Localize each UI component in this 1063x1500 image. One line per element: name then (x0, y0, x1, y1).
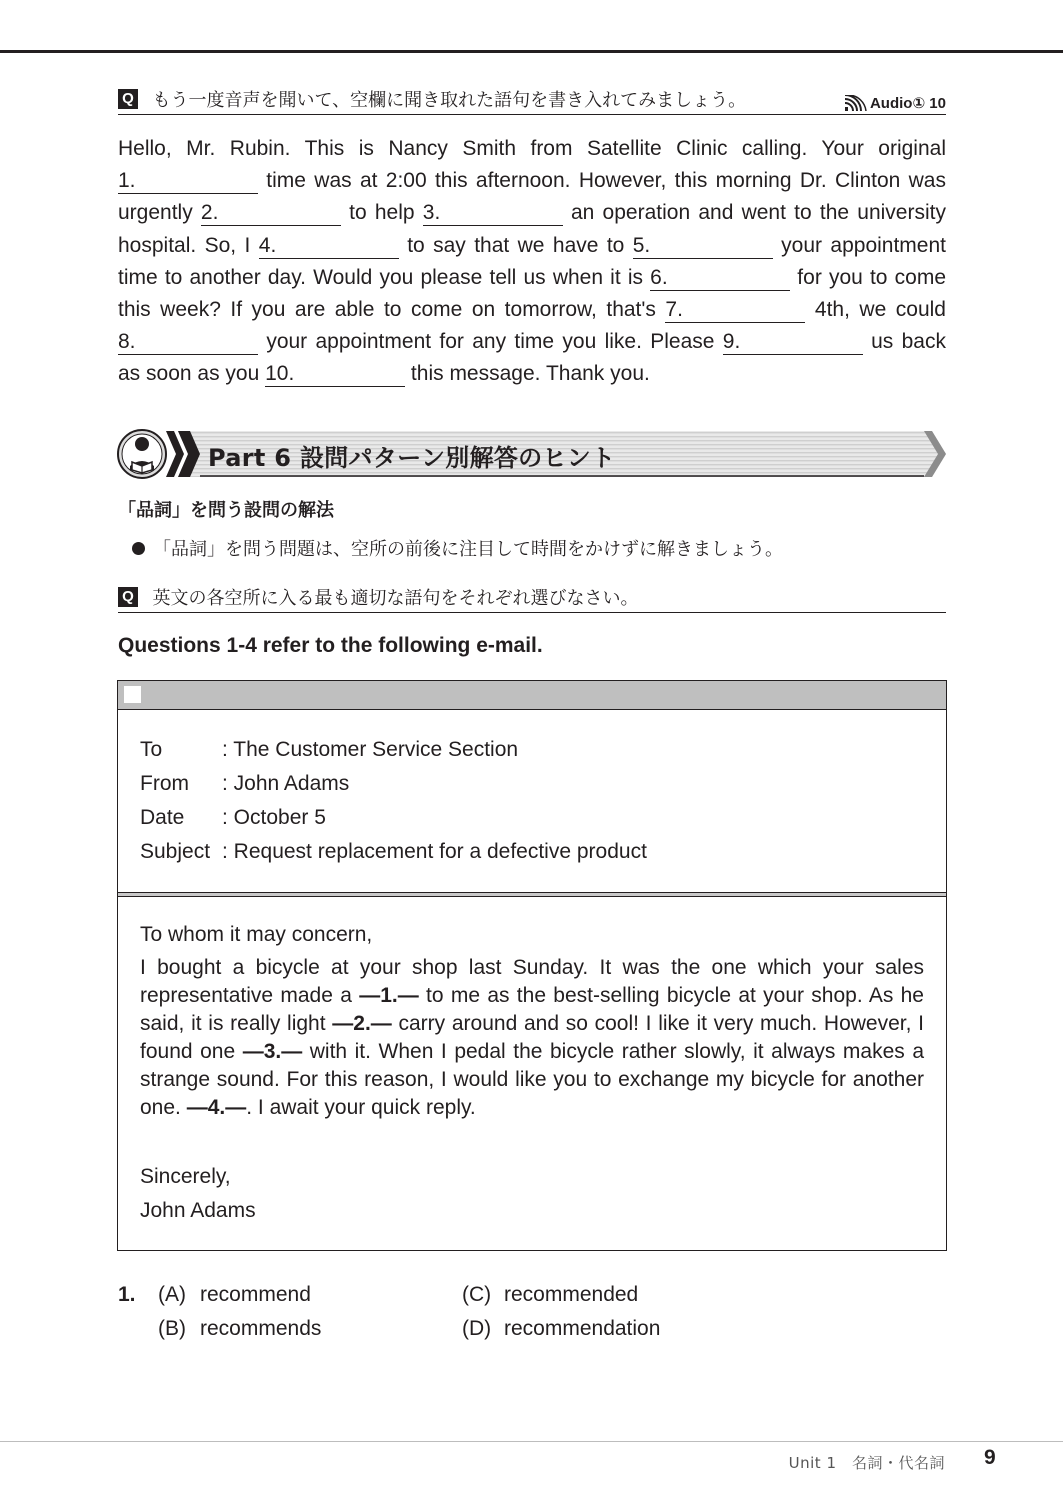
question-gap: —1.— (359, 984, 419, 1007)
footer-rule (0, 1441, 1063, 1442)
answer-blank[interactable] (118, 330, 258, 355)
email-text: I bought a bicycle at your shop last Sunday. It was the one which your sales representative made a (140, 956, 924, 1007)
part6-banner (116, 428, 948, 480)
question-gap: —4.— (186, 1096, 247, 1119)
blank-number: 7. (665, 298, 683, 322)
audio-label[interactable] (845, 94, 946, 112)
email-header-row (140, 801, 647, 835)
email-closing: Sincerely, (140, 1165, 231, 1188)
answer-blank[interactable] (118, 169, 258, 194)
email-body (140, 921, 924, 1122)
blank-number: 2. (200, 201, 219, 225)
choice-text: recommendation (504, 1317, 661, 1340)
email-divider (118, 892, 946, 897)
choice-text: recommended (504, 1283, 639, 1306)
answer-blank[interactable] (201, 201, 341, 226)
passage-text: an operation and went to the university hospital. So, I (118, 201, 946, 257)
passage-text: Hello, Mr. Rubin. This is Nancy Smith from Satellite Clinic calling. Your original (118, 137, 946, 160)
header-label: From (140, 772, 189, 795)
email-title-bar (118, 681, 946, 710)
part6-instruction: 英文の各空所に入る最も適切な語句をそれぞれ選びなさい。 (152, 588, 639, 609)
choice-d[interactable] (462, 1312, 660, 1346)
choice-text: recommend (200, 1283, 311, 1306)
answer-blank[interactable] (650, 266, 790, 291)
email-text: to me as the best-selling bicycle at your shop. As he said, it is really light (140, 984, 924, 1035)
q-badge: Q (118, 587, 138, 607)
email-closing-block (140, 1160, 256, 1228)
choice-tag: (A) (158, 1283, 186, 1306)
footer-unit: Unit 1 名詞・代名詞 (788, 1454, 945, 1472)
part6-instruction-row (118, 584, 946, 613)
email-text: carry around and so cool! I like it very much. However, I found one (140, 1012, 925, 1063)
passage-text: us back as soon as you (118, 330, 946, 386)
header-label: Subject (140, 840, 211, 863)
choice-tag: (B) (158, 1317, 186, 1340)
choice-a[interactable] (158, 1278, 311, 1312)
tip-bullet (132, 535, 783, 561)
answer-blank[interactable] (265, 362, 405, 387)
email-signature: John Adams (140, 1199, 256, 1222)
questions-intro: Questions 1-4 refer to the following e-mail. (118, 634, 543, 657)
header-label: To (140, 738, 163, 761)
blank-number: 1. (118, 169, 136, 193)
header-label: Date (140, 806, 185, 829)
email-text: . I await your quick reply. (246, 1096, 476, 1119)
passage-text: your appointment time to another day. Would you please tell us when it is (118, 233, 946, 289)
blank-number: 4. (258, 233, 277, 257)
q-badge: Q (118, 89, 138, 109)
answer-blank[interactable] (423, 201, 563, 226)
passage-text: your appointment for any time you like. Please (258, 330, 723, 354)
passage-text: time was at 2:00 this afternoon. However, this morning Dr. Clinton was urgently (118, 169, 946, 225)
blank-number: 6. (650, 265, 668, 289)
email-box (117, 680, 947, 1251)
question-number: 1. (118, 1283, 136, 1306)
window-square-icon (124, 686, 141, 703)
audio-track: Audio① 10 (869, 95, 946, 112)
question-gap: —2.— (332, 1012, 392, 1035)
header-value: : Request replacement for a defective product (222, 840, 647, 863)
tip-text: 「品詞」を問う問題は、空所の前後に注目して時間をかけずに解きましょう。 (153, 539, 783, 560)
bullet-icon (132, 542, 145, 555)
header-value: : John Adams (222, 772, 350, 795)
email-header-row (140, 733, 647, 767)
blank-number: 5. (632, 233, 651, 257)
dictation-instruction-row (118, 86, 946, 115)
blank-number: 9. (722, 330, 741, 354)
header-value: : October 5 (222, 806, 326, 829)
dictation-passage (118, 133, 946, 391)
passage-text: to help (340, 201, 423, 225)
answer-blank[interactable] (723, 330, 863, 355)
audio-waves-icon (845, 95, 867, 111)
answer-blank[interactable] (259, 234, 399, 259)
email-header-row (140, 835, 647, 869)
email-headers (140, 733, 647, 869)
choice-text: recommends (200, 1317, 322, 1340)
answer-blank[interactable] (665, 298, 805, 323)
passage-text: to say that we have to (398, 233, 633, 257)
header-value: : The Customer Service Section (222, 738, 519, 761)
passage-text: 4th, we could (805, 298, 946, 322)
answer-choices (118, 1278, 878, 1346)
passage-text: for you to come this week? If you are able to come on tomorrow, that's (118, 265, 946, 322)
email-paragraph (140, 954, 924, 1122)
top-rule (0, 50, 1063, 53)
answer-blank[interactable] (633, 234, 773, 259)
section-heading: 「品詞」を問う設問の解法 (118, 500, 334, 521)
blank-number: 10. (265, 362, 295, 386)
dictation-instruction: もう一度音声を聞いて、空欄に聞き取れた語句を書き入れてみましょう。 (152, 90, 747, 111)
blank-number: 3. (422, 201, 441, 225)
question-gap: —3.— (242, 1040, 303, 1063)
page-number: 9 (984, 1446, 996, 1469)
choice-tag: (D) (462, 1317, 492, 1340)
choice-c[interactable] (462, 1278, 638, 1312)
choice-tag: (C) (462, 1283, 492, 1306)
choice-b[interactable] (158, 1312, 321, 1346)
banner-title: Part 6 設問パターン別解答のヒント (208, 444, 616, 472)
passage-text: this message. Thank you. (405, 362, 650, 386)
email-greeting: To whom it may concern, (140, 923, 373, 946)
choice-row (118, 1278, 878, 1312)
blank-number: 8. (118, 330, 136, 354)
email-header-row (140, 767, 647, 801)
choice-row (118, 1312, 878, 1346)
email-text: with it. When I pedal the bicycle rather slowly, it always makes a strange sound. For this reason, I would like you to exchange my bicycle for another one. (140, 1040, 924, 1119)
